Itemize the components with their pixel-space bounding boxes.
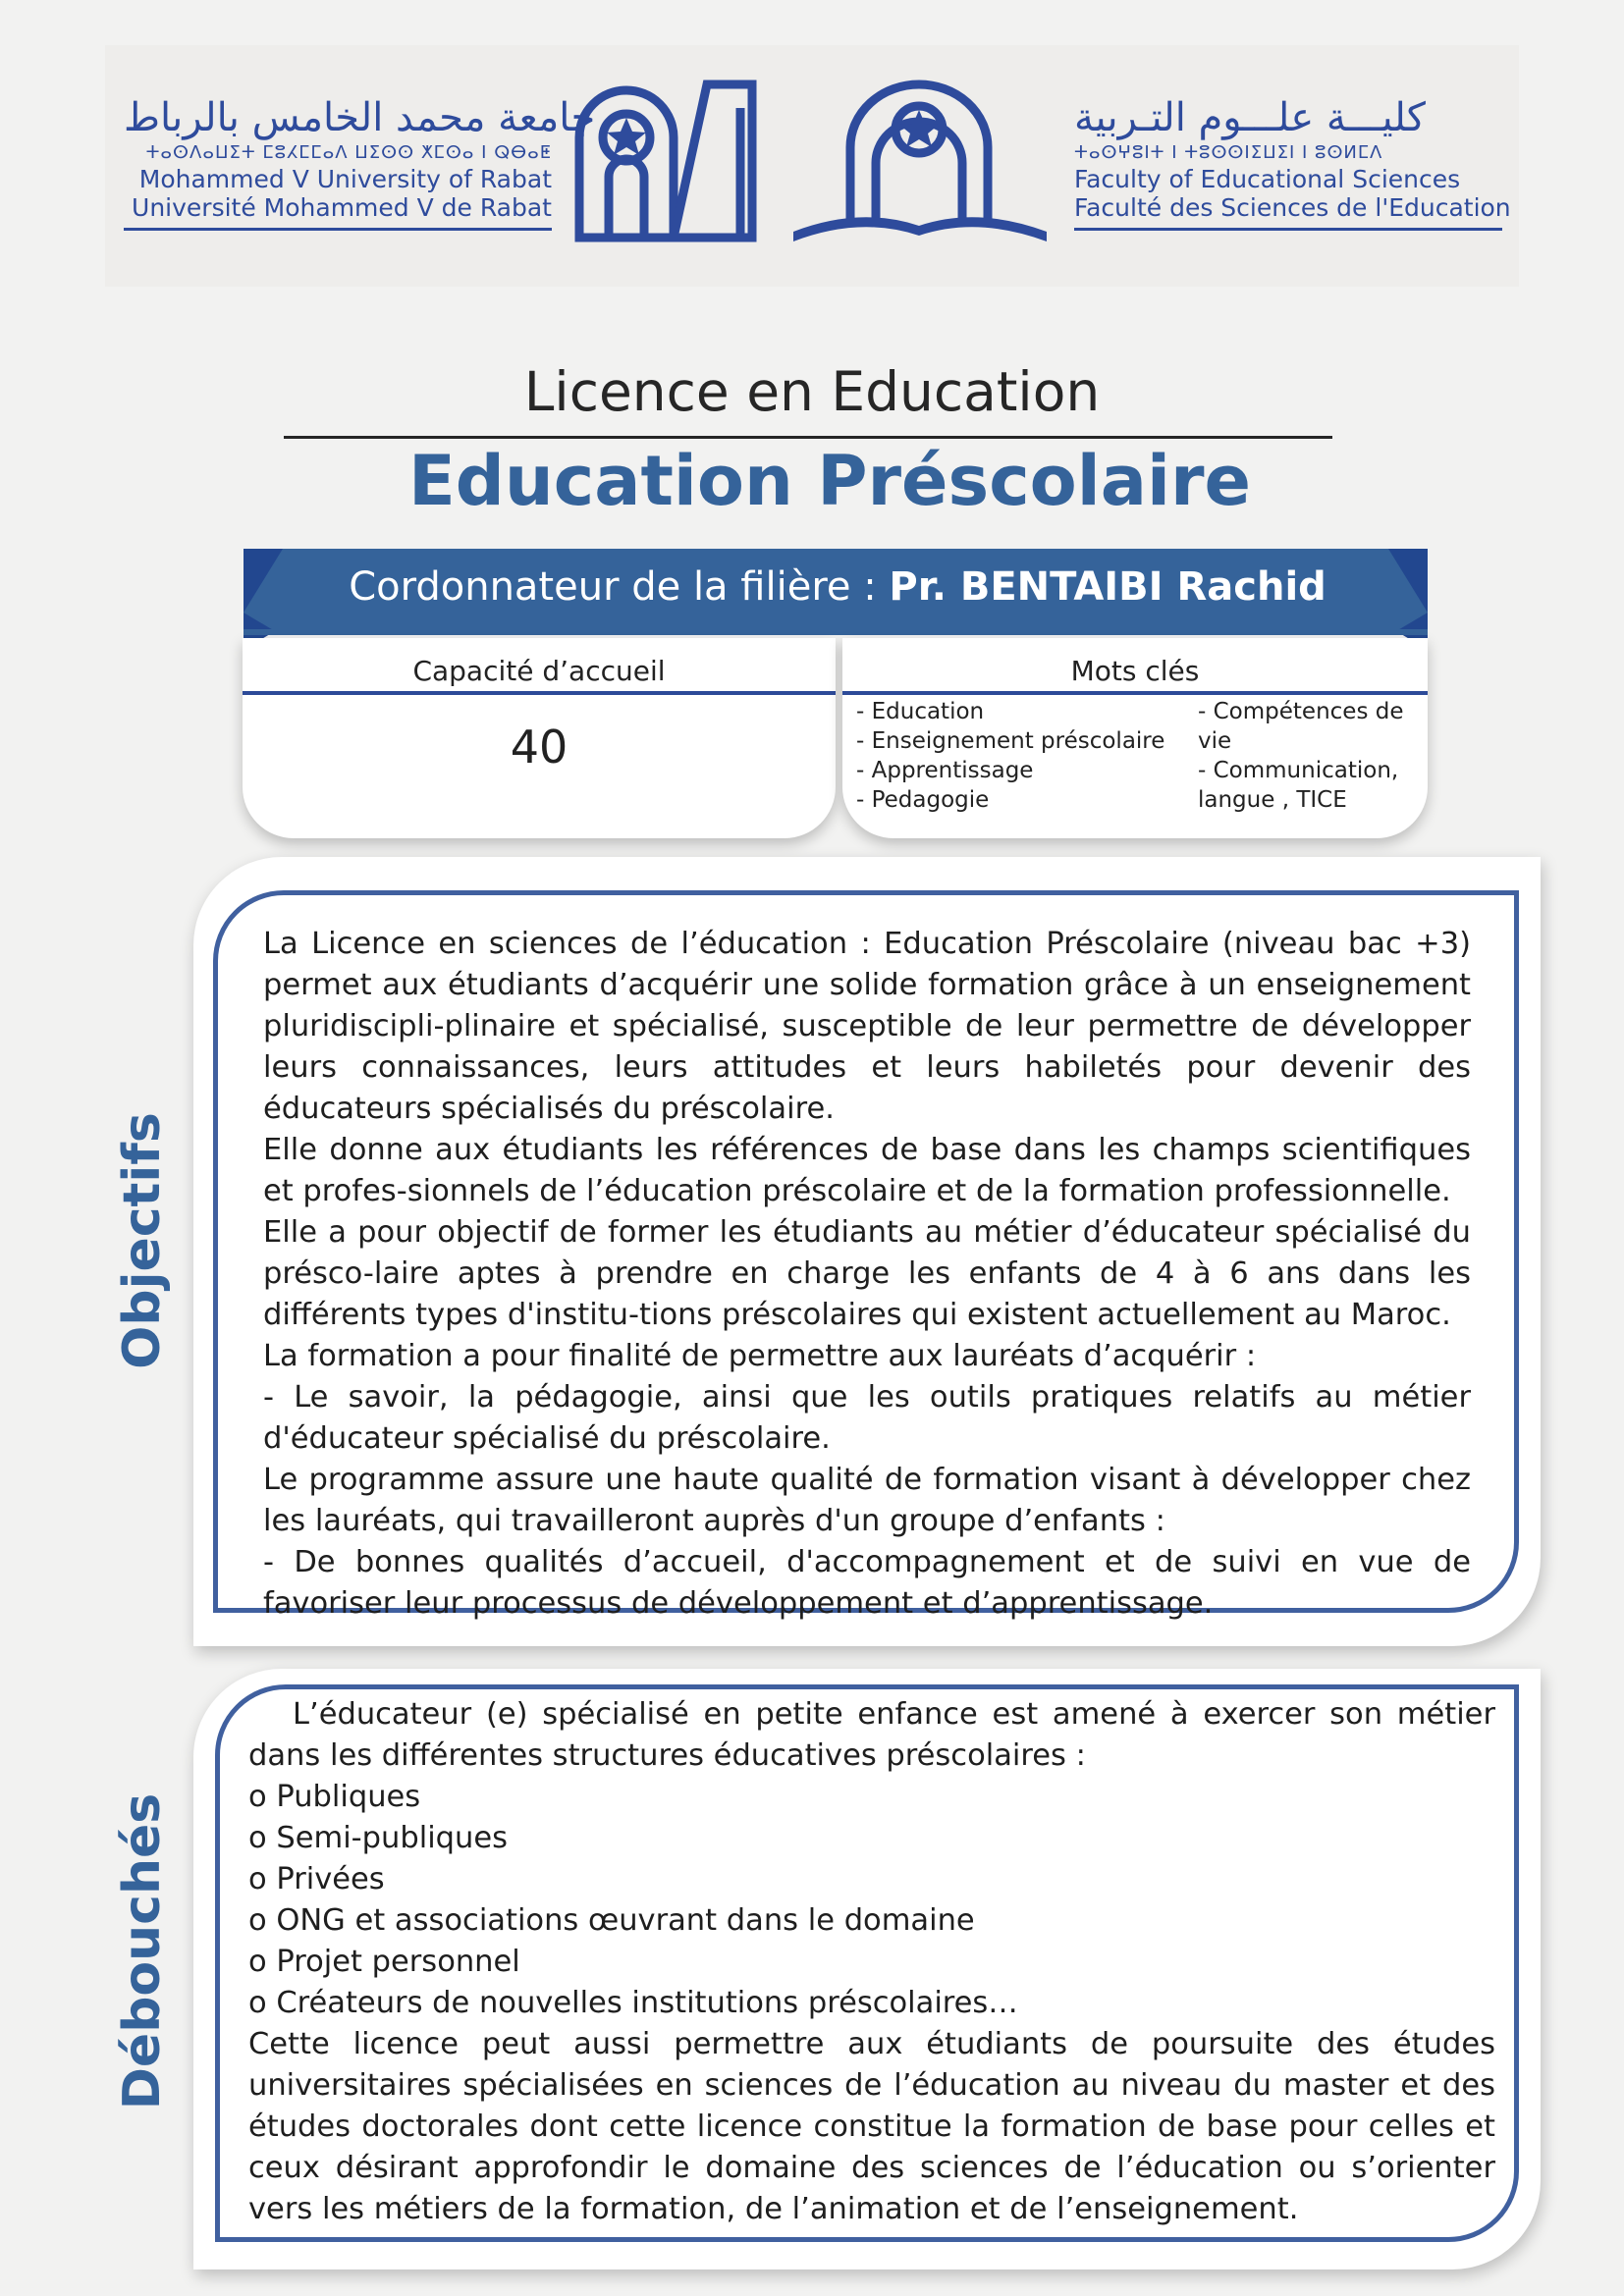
coordinator-line bbox=[244, 549, 1432, 625]
university-underline bbox=[124, 228, 552, 231]
debouches-text bbox=[248, 1694, 1495, 2230]
objectifs-paragraph: Le programme assure une haute qualité de formation visant à développer chez les lauréats, qui travailleront auprès d'un groupe d’enfants : bbox=[263, 1463, 1471, 1538]
debouches-item: o Semi-publiques bbox=[248, 1821, 509, 1855]
objectifs-text bbox=[263, 924, 1471, 1625]
keyword-item: - Pedagogie bbox=[856, 787, 990, 813]
debouches-item: o Privées bbox=[248, 1862, 385, 1896]
keywords-card bbox=[842, 638, 1428, 838]
keyword-item: - Apprentissage bbox=[856, 758, 1034, 783]
faculty-logo bbox=[791, 79, 1049, 247]
capacity-label: Capacité d’accueil bbox=[412, 655, 666, 687]
faculty-name-french: Faculté des Sciences de l'Education bbox=[1074, 193, 1511, 222]
keywords-divider bbox=[842, 691, 1428, 695]
program-title: Education Préscolaire bbox=[407, 441, 1251, 521]
faculty-name-english: Faculty of Educational Sciences bbox=[1074, 165, 1461, 193]
faculty-name-arabic: كليـــة علـــوم التـربية bbox=[1074, 95, 1426, 140]
university-name-arabic: جامعة محمد الخامس بالرباط bbox=[124, 95, 596, 140]
debouches-item: o Publiques bbox=[248, 1780, 421, 1814]
debouches-intro: L’éducateur (e) spécialisé en petite enfance est amené à exercer son métier dans les différentes structures éducatives préscolaires : bbox=[248, 1697, 1495, 1773]
licence-title: Licence en Education bbox=[523, 360, 1101, 423]
university-name-tifinagh: ⵜⴰⵙⴷⴰⵡⵉⵜ ⵎⵓⵃⵎⵎⴰⴷ ⵡⵉⵙⵙ ⵅⵎⵙⴰ ⵏ ⵕⴱⴰⵟ bbox=[145, 142, 552, 163]
capacity-divider bbox=[243, 691, 836, 695]
debouches-conclusion: Cette licence peut aussi permettre aux étudiants de poursuite des études universitaires spécialisées en sciences de l’éducation au niveau du master et des études doctorales dont cette licence constitue la formation de base pour celles et ceux désirant approfondir le domaine des sciences de l’éducation ou s’orienter vers les métiers de la formation, de l’animation et de l’enseignement. bbox=[248, 2027, 1495, 2226]
keyword-item: - Compétences de vie bbox=[1198, 699, 1404, 754]
debouches-label: Débouchés bbox=[113, 1792, 172, 2110]
capacity-card bbox=[243, 638, 836, 838]
debouches-item: o Projet personnel bbox=[248, 1945, 520, 1979]
objectifs-paragraph: La Licence en sciences de l’éducation : Education Préscolaire (niveau bac +3) permet aux étudiants d’acquérir une solide formation grâce à un enseignement pluridiscipli-plinaire et spécialisé, susceptible de leur permettre de développer leurs connaissances, leurs attitudes et leurs habiletés pour devenir des éducateurs spécialisés du préscolaire. bbox=[263, 927, 1471, 1126]
university-logo bbox=[569, 79, 766, 247]
faculty-name-tifinagh: ⵜⴰⵙⵖⵓⵏⵜ ⵏ ⵜⵓⵙⵙⵏⵉⵡⵉⵏ ⵏ ⵓⵙⵍⵎⴷ bbox=[1074, 142, 1383, 163]
coordinator-label: Cordonnateur de la filière : bbox=[349, 564, 877, 610]
objectifs-paragraph: - Le savoir, la pédagogie, ainsi que les outils pratiques relatifs au métier d'éducateur spécialisé du préscolaire. bbox=[263, 1380, 1471, 1456]
university-name-english: Mohammed V University of Rabat bbox=[138, 165, 552, 193]
objectifs-paragraph: Elle a pour objectif de former les étudiants au métier d’éducateur spécialisé du présco-laire aptes à prendre en charge les enfants de 4 à 6 ans dans les différents types d'institu-tions préscolaires qui existent actuellement au Maroc. bbox=[263, 1215, 1471, 1332]
keywords-column-2 bbox=[1198, 697, 1416, 815]
keyword-item: - Education bbox=[856, 699, 985, 724]
keywords-column-1 bbox=[856, 697, 1195, 815]
university-block bbox=[124, 95, 596, 231]
objectifs-paragraph: Elle donne aux étudiants les références de base dans les champs scientifiques et profes-sionnels de l’éducation préscolaire et de la formation professionnelle. bbox=[263, 1133, 1471, 1208]
university-name-french: Université Mohammed V de Rabat bbox=[132, 193, 552, 222]
debouches-item: o ONG et associations œuvrant dans le domaine bbox=[248, 1903, 975, 1938]
keyword-item: - Enseignement préscolaire bbox=[856, 728, 1165, 754]
objectifs-label: Objectifs bbox=[113, 1112, 172, 1369]
faculty-block bbox=[1074, 95, 1511, 231]
keywords-label: Mots clés bbox=[1070, 655, 1200, 687]
capacity-value: 40 bbox=[510, 721, 568, 774]
keyword-item: - Communication, langue , TICE bbox=[1198, 758, 1399, 813]
faculty-underline bbox=[1074, 228, 1502, 231]
debouches-item: o Créateurs de nouvelles institutions préscolaires… bbox=[248, 1986, 1018, 2020]
objectifs-paragraph: La formation a pour finalité de permettre aux lauréats d’acquérir : bbox=[263, 1339, 1257, 1373]
objectifs-paragraph: - De bonnes qualités d’accueil, d'accompagnement et de suivi en vue de favoriser leur processus de développement et d’apprentissage. bbox=[263, 1545, 1471, 1621]
coordinator-name: Pr. BENTAIBI Rachid bbox=[889, 564, 1326, 610]
